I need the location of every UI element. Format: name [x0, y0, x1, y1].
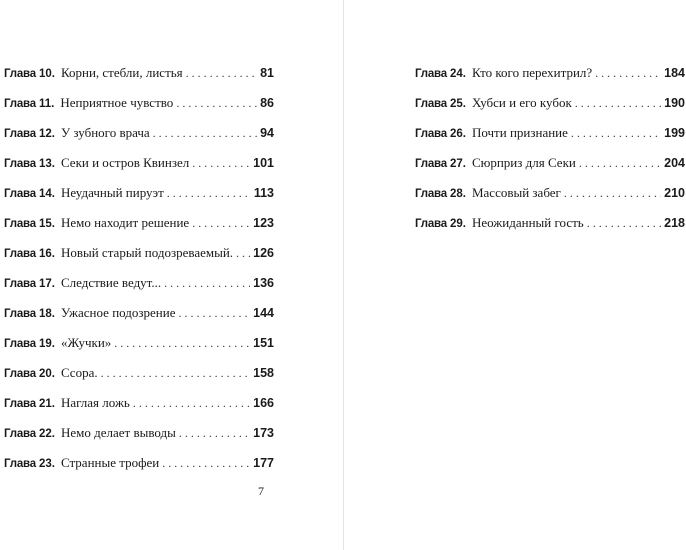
table-of-contents-left [4, 58, 274, 478]
toc-entry [4, 148, 274, 178]
chapter-label: Глава [4, 68, 36, 80]
chapter-number: 13. [38, 158, 55, 170]
dot-leader [176, 88, 257, 118]
chapter-page-number: 184 [664, 66, 685, 80]
chapter-page-number: 210 [664, 186, 685, 200]
chapter-label: Глава [4, 98, 36, 110]
chapter-number: 28. [449, 188, 466, 200]
chapter-title: Почти признание [471, 125, 568, 140]
chapter-title: Неудачный пируэт [60, 185, 164, 200]
chapter-number: 10. [38, 68, 55, 80]
chapter-number: 23. [38, 458, 55, 470]
chapter-label: Глава [4, 338, 36, 350]
dot-leader [179, 418, 250, 448]
dot-leader [186, 58, 257, 88]
chapter-title: Секи и остров Квинзел [60, 155, 190, 170]
chapter-page-number: 218 [664, 216, 685, 230]
chapter-title: Странные трофеи [60, 455, 160, 470]
toc-entry [4, 58, 274, 88]
dot-leader [571, 118, 661, 148]
chapter-title: Следствие ведут... [60, 275, 162, 290]
chapter-label: Глава [415, 158, 447, 170]
chapter-page-number: 136 [253, 276, 274, 290]
dot-leader [114, 328, 250, 358]
chapter-number: 19. [38, 338, 55, 350]
chapter-page-number: 94 [260, 126, 274, 140]
chapter-number: 18. [38, 308, 55, 320]
dot-leader [167, 178, 251, 208]
toc-entry [4, 418, 274, 448]
chapter-title: Массовый забег [471, 185, 561, 200]
chapter-page-number: 123 [253, 216, 274, 230]
dot-leader [164, 268, 250, 298]
chapter-title: «Жучки» [60, 335, 112, 350]
chapter-title: У зубного врача [60, 125, 150, 140]
chapter-label: Глава [4, 458, 36, 470]
right-page [344, 0, 686, 550]
chapter-title: Ссора. [60, 365, 98, 380]
dot-leader [587, 208, 661, 238]
toc-entry [415, 58, 685, 88]
chapter-label: Глава [4, 188, 36, 200]
dot-leader [162, 448, 250, 478]
dot-leader [153, 118, 257, 148]
chapter-number: 11. [38, 98, 55, 110]
chapter-label: Глава [4, 308, 36, 320]
dot-leader [595, 58, 661, 88]
chapter-title: Сюрприз для Секи [471, 155, 576, 170]
chapter-number: 24. [449, 68, 466, 80]
toc-entry [4, 238, 274, 268]
page-number: 7 [258, 484, 264, 498]
chapter-page-number: 166 [253, 396, 274, 410]
chapter-label: Глава [4, 248, 36, 260]
table-of-contents-right [415, 58, 685, 238]
dot-leader [192, 208, 250, 238]
chapter-page-number: 190 [664, 96, 685, 110]
chapter-number: 15. [38, 218, 55, 230]
chapter-label: Глава [415, 68, 447, 80]
toc-entry [415, 148, 685, 178]
chapter-label: Глава [4, 158, 36, 170]
chapter-page-number: 177 [253, 456, 274, 470]
chapter-title: Немо находит решение [60, 215, 190, 230]
chapter-label: Глава [415, 218, 447, 230]
chapter-page-number: 173 [253, 426, 274, 440]
toc-entry [4, 328, 274, 358]
chapter-number: 14. [38, 188, 55, 200]
chapter-title: Новый старый подозреваемый. [60, 245, 234, 260]
dot-leader [192, 148, 250, 178]
chapter-number: 16. [38, 248, 55, 260]
toc-entry [415, 178, 685, 208]
dot-leader [564, 178, 661, 208]
chapter-number: 20. [38, 368, 55, 380]
chapter-number: 12. [38, 128, 55, 140]
chapter-page-number: 101 [253, 156, 274, 170]
chapter-label: Глава [415, 128, 447, 140]
chapter-title: Ужасное подозрение [60, 305, 176, 320]
chapter-title: Хубси и его кубок [471, 95, 572, 110]
toc-entry [415, 118, 685, 148]
dot-leader [579, 148, 661, 178]
chapter-page-number: 144 [253, 306, 274, 320]
dot-leader [575, 88, 661, 118]
chapter-title: Немо делает выводы [60, 425, 176, 440]
toc-entry [415, 88, 685, 118]
chapter-title: Наглая ложь [60, 395, 130, 410]
chapter-title: Неожиданный гость [471, 215, 584, 230]
chapter-title: Кто кого перехитрил? [471, 65, 593, 80]
dot-leader [133, 388, 250, 418]
dot-leader [101, 358, 251, 388]
chapter-page-number: 113 [253, 186, 274, 200]
chapter-page-number: 126 [253, 246, 274, 260]
toc-entry [4, 178, 274, 208]
toc-entry [4, 268, 274, 298]
chapter-title: Неприятное чувство [60, 95, 174, 110]
chapter-number: 22. [38, 428, 55, 440]
chapter-page-number: 199 [664, 126, 685, 140]
chapter-label: Глава [415, 188, 447, 200]
chapter-label: Глава [4, 398, 36, 410]
chapter-title: Корни, стебли, листья [60, 65, 183, 80]
chapter-number: 17. [38, 278, 55, 290]
toc-entry [4, 298, 274, 328]
chapter-label: Глава [4, 218, 36, 230]
chapter-label: Глава [4, 278, 36, 290]
toc-entry [4, 88, 274, 118]
chapter-page-number: 81 [260, 66, 274, 80]
toc-entry [415, 208, 685, 238]
chapter-number: 21. [38, 398, 55, 410]
chapter-number: 25. [449, 98, 466, 110]
chapter-page-number: 151 [253, 336, 274, 350]
chapter-number: 29. [449, 218, 466, 230]
chapter-label: Глава [4, 368, 36, 380]
chapter-label: Глава [415, 98, 447, 110]
chapter-page-number: 158 [253, 366, 274, 380]
dot-leader [236, 238, 250, 268]
toc-entry [4, 358, 274, 388]
toc-entry [4, 118, 274, 148]
dot-leader [178, 298, 250, 328]
toc-entry [4, 208, 274, 238]
chapter-page-number: 86 [260, 96, 274, 110]
chapter-label: Глава [4, 128, 36, 140]
toc-entry [4, 388, 274, 418]
toc-entry [4, 448, 274, 478]
chapter-number: 26. [449, 128, 466, 140]
chapter-label: Глава [4, 428, 36, 440]
chapter-number: 27. [449, 158, 466, 170]
chapter-page-number: 204 [664, 156, 685, 170]
